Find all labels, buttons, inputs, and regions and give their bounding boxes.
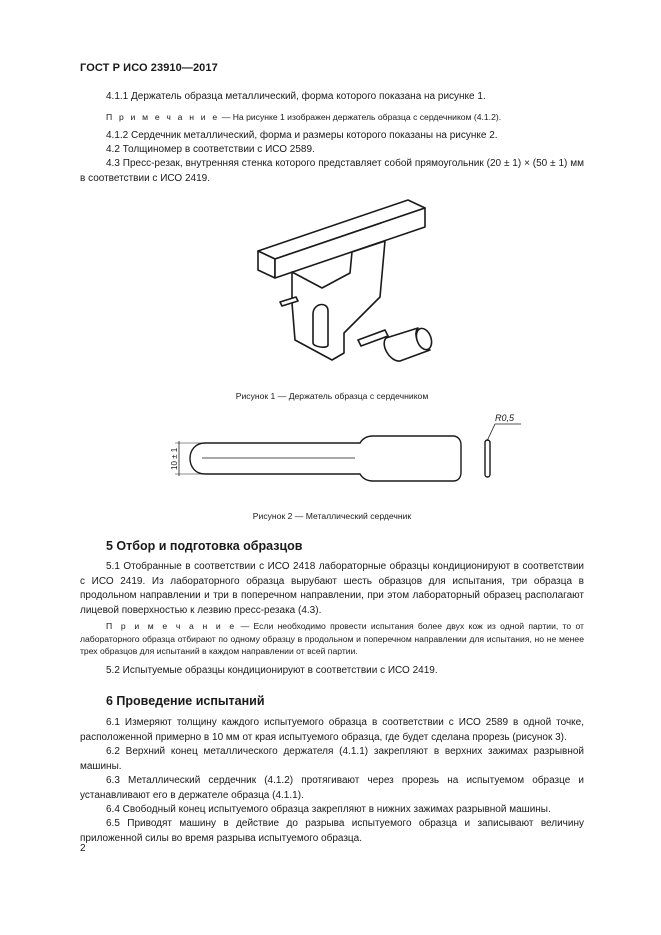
note-1-text: — На рисунке 1 изображен держатель образца с сердечником (4.1.2). <box>219 112 502 122</box>
page-number: 2 <box>80 843 86 854</box>
document-header: ГОСТ Р ИСО 23910—2017 <box>80 62 218 74</box>
clause-5-1: 5.1 Отобранные в соответствии с ИСО 2418 лабораторные образцы кондиционируют в соответствии с ИСО 2419. Из лабораторного образца вырубают шесть образцов для испытания, три образца в продольном направлении и три в поперечном направлении, при этом лабораторный образец располагают лицевой поверхностью к лезвию пресс-резака (4.3). <box>80 561 584 616</box>
note-2-text: — Если необходимо провести испытания более двух кож из одной партии, то от лабораторного образца отбирают по одному образцу в продольном и поперечном направлении для испытания, но не менее трех образцов для испытаний в каждом направлении от всей партии. <box>80 621 584 656</box>
section-5-title: 5 Отбор и подготовка образцов <box>106 539 303 553</box>
clause-6-4: 6.4 Свободный конец испытуемого образца закрепляют в нижних зажимах разрывной машины. <box>106 804 551 815</box>
figure-2-caption: Рисунок 2 — Металлический сердечник <box>252 511 412 521</box>
note-2 <box>80 620 584 658</box>
clause-4-1-2: 4.1.2 Сердечник металлический, форма и размеры которого показаны на рисунке 2. <box>106 130 498 141</box>
clause-6-1: 6.1 Измеряют толщину каждого испытуемого образца в соответствии с ИСО 2589 в одной точке, расположенной примерно в 10 мм от края испытуемого образца, где будет сделана прорезь (рисунок 3). <box>80 717 584 743</box>
clause-6-2: 6.2 Верхний конец металлического держателя (4.1.1) закрепляют в верхних зажимах разрывной машины. <box>80 746 584 772</box>
clause-4-2: 4.2 Толщиномер в соответствии с ИСО 2589. <box>106 144 315 155</box>
core-outline <box>190 436 461 481</box>
note-1 <box>80 111 584 124</box>
figure-1-holder-drawing <box>240 195 440 380</box>
clause-4-1-1: 4.1.1 Держатель образца металлический, форма которого показана на рисунке 1. <box>106 91 486 102</box>
clause-5-2: 5.2 Испытуемые образцы кондиционируют в соответствии с ИСО 2419. <box>106 665 438 676</box>
clause-4-3: 4.3 Пресс-резак, внутренняя стенка которого представляет собой прямоугольник (20 ± 1) × (50 ± 1) мм в соответствии с ИСО 2419. <box>80 158 584 184</box>
core-side-view <box>485 440 490 477</box>
note-1-label: П р и м е ч а н и е <box>106 112 220 122</box>
dimension-label: 10 ± 1 <box>170 447 179 470</box>
clause-6-5: 6.5 Приводят машину в действие до разрыва испытуемого образца и записывают величину приложенной силы во время разрыва испытуемого образца. <box>80 818 584 844</box>
radius-label: R0,5 <box>495 413 515 423</box>
figure-2-core-drawing <box>165 410 515 495</box>
radius-leader <box>487 424 495 441</box>
figure-1-caption: Рисунок 1 — Держатель образца с сердечником <box>235 391 429 401</box>
clause-6-3: 6.3 Металлический сердечник (4.1.2) протягивают через прорезь на испытуемом образце и устанавливают его в держателе образца (4.1.1). <box>80 775 584 801</box>
holder-slot <box>313 305 328 348</box>
section-6-title: 6 Проведение испытаний <box>106 694 265 708</box>
note-2-label: П р и м е ч а н и е <box>106 621 237 631</box>
